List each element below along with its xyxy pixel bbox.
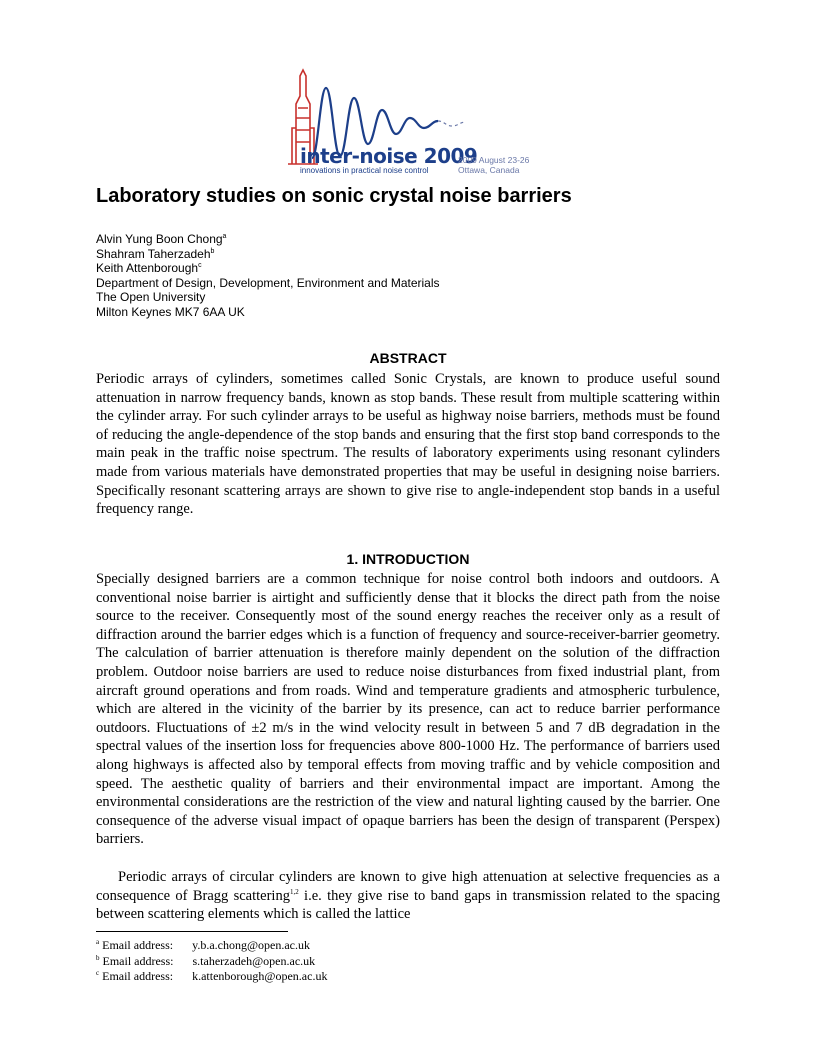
abstract-heading: ABSTRACT — [369, 350, 447, 366]
paragraph-text: i.e. they give rise to band gaps in transmission related to the spacing between scattering elements which is called the lattice — [96, 887, 721, 923]
event-place: Ottawa, Canada — [458, 165, 520, 175]
footnotes — [96, 938, 327, 985]
citation-ref: 1,2 — [289, 887, 299, 896]
author-line — [96, 261, 440, 276]
paper-title: Laboratory studies on sonic crystal noise barriers — [96, 185, 572, 207]
email-link[interactable]: k.attenborough@open.ac.uk — [192, 969, 328, 983]
footnote-label: Email address: — [102, 938, 174, 952]
event-info — [458, 155, 529, 175]
introduction-paragraph-2 — [96, 868, 720, 924]
author-line — [96, 232, 440, 247]
email-link[interactable]: s.taherzadeh@open.ac.uk — [192, 953, 316, 968]
footnote-item — [96, 969, 327, 985]
footnote-item — [96, 954, 327, 970]
footnote-item — [96, 938, 327, 954]
affiliation-department: Department of Design, Development, Environment and Materials — [96, 275, 440, 290]
introduction-paragraph-1: Specially designed barriers are a common technique for noise control both indoors and outdoors. A conventional noise barrier is airtight and sufficiently dense that it blocks the direct path from the noise source to the receiver. Consequently most of the sound energy reaches the receiver only as a result of diffraction around the barrier edges which is a function of frequency and source-receiver-barrier geometry. The calculation of barrier attenuation is therefore mainly dependent on the solution of the diffraction problem. Outdoor noise barriers are used to reduce noise disturbances from fixed industrial plant, from aircraft ground operations and from roads. Wind and temperature gradients and atmospheric turbulence, which are altered in the vicinity of the barrier by its presence, can act to reduce barrier performance outdoors. Fluctuations of ±2 m/s in the wind velocity result in between 5 and 7 dB degradation in the spectral values of the insertion loss for frequencies above 800-1000 Hz. The performance of barriers used along highways is affected also by temporal effects from moving traffic and by vehicle composition and speed. The aesthetic quality of barriers and their environmental impact are important. Among the environmental considerations are the restriction of the view and natural lighting caused by the barrier. One consequence of the adverse visual impact of opaque barriers has been the design of transparent (Perspex) barriers. — [96, 571, 720, 848]
logo-tagline: innovations in practical noise control — [300, 166, 429, 175]
footnote-label: Email address: — [102, 969, 174, 983]
author-mark: a — [222, 233, 227, 240]
author-block — [96, 232, 440, 319]
email-link[interactable]: y.b.a.chong@open.ac.uk — [192, 938, 311, 952]
logo-wordmark: inter-noise 2009 — [300, 144, 478, 168]
footnote-mark: b — [96, 953, 100, 962]
abstract-text: Periodic arrays of cylinders, sometimes called Sonic Crystals, are known to produce useful sound attenuation in narrow frequency bands, known as stop bands. These result from multiple scattering within the cylinder array. For such cylinder arrays to be useful as highway noise barriers, methods must be found of reducing the angle-dependence of the stop bands and ensuring that the first stop band corresponds to the main peak in the traffic noise spectrum. The results of laboratory experiments using resonant cylinders made from various materials have demonstrated properties that may be useful in designing noise barriers. Specifically resonant scattering arrays are shown to give rise to angle-independent stop bands in a useful frequency range. — [96, 371, 720, 518]
paragraph-text: Periodic arrays of circular cylinders are known to give high attenuation at selective frequencies as a consequence of Bragg scattering — [96, 869, 720, 904]
footnote-label: Email address: — [102, 953, 174, 968]
author-name: Shahram Taherzadeh — [96, 246, 211, 261]
footnote-divider — [96, 931, 288, 932]
author-mark: b — [210, 247, 215, 255]
footnote-mark: c — [96, 969, 100, 977]
footnote-mark: a — [96, 938, 100, 946]
affiliation-address: Milton Keynes MK7 6AA UK — [96, 304, 245, 319]
author-name: Keith Attenborough — [96, 261, 199, 275]
affiliation-university: The Open University — [96, 290, 206, 304]
author-line — [96, 247, 440, 262]
author-mark: c — [198, 262, 202, 269]
event-date: 2009 August 23-26 — [458, 155, 530, 165]
author-name: Alvin Yung Boon Chong — [96, 232, 223, 246]
introduction-heading: 1. INTRODUCTION — [346, 551, 470, 567]
